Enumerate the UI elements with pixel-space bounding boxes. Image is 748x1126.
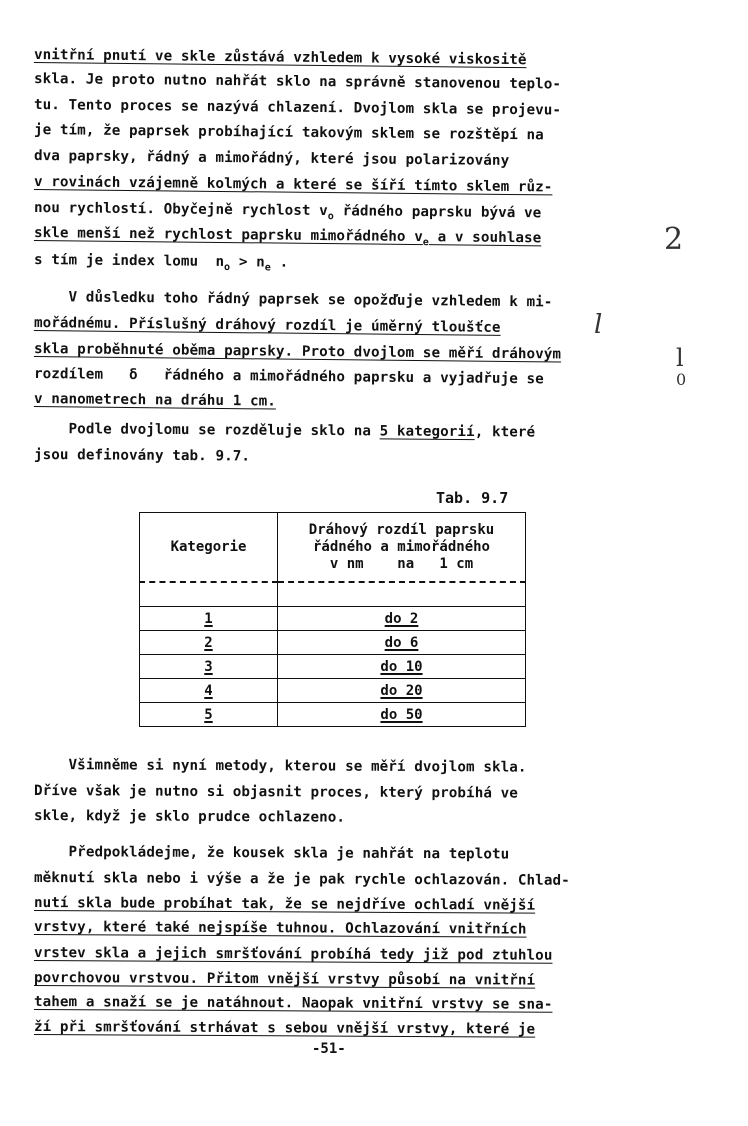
text-line: dva paprsky, řádný a mimořádný, které jsou polarizovány — [33, 148, 510, 169]
header-drahovy-rozdil — [278, 513, 526, 583]
text-line: V důsledku toho řádný paprsek se opožďuje vzhledem k mi- — [33, 289, 553, 311]
text-line: Všimněme si nyní metody, kterou se měří dvojlom skla. — [33, 757, 527, 776]
table-row — [140, 679, 526, 703]
cell-value: 5 — [204, 706, 213, 723]
text-line — [34, 251, 288, 278]
text-line: je tím, že paprsek probíhající takovým sklem se rozštěpí na — [33, 122, 544, 144]
cell-value: 3 — [204, 658, 213, 675]
table-row — [140, 631, 526, 655]
text-line: skle, když je sklo prudce ochlazeno. — [33, 808, 346, 826]
text-span: , které — [474, 424, 536, 441]
value-cell — [278, 703, 526, 727]
margin-note: l — [676, 344, 684, 372]
text-line: rozdílem δ řádného a mimořádného paprsku a vyjadřuje se — [33, 366, 544, 388]
value-cell — [278, 655, 526, 679]
table-caption: Tab. 9.7 — [436, 489, 509, 507]
margin-note: 2 — [664, 222, 684, 257]
text-line: povrchovou vrstvou. Přitom vnější vrstvy působí na vnitřní — [33, 970, 536, 989]
subscript-e: e — [264, 262, 271, 274]
table-row — [140, 655, 526, 679]
header-line: v nm na 1 cm — [329, 555, 474, 572]
text-span: a v souhlase — [428, 229, 542, 247]
header-line: Dráhový rozdíl paprsku — [308, 521, 495, 538]
text-line: vrstev skla a jejich smršťování probíhá tedy již pod ztuhlou — [33, 945, 553, 964]
text-span: s tím je index lomu n — [33, 252, 225, 270]
categories-link-text: 5 kategorií — [379, 423, 475, 441]
category-cell — [140, 631, 278, 655]
text-span: řádného paprsku bývá ve — [333, 203, 542, 222]
text-span: > n — [230, 254, 265, 271]
page-number: -51- — [312, 1041, 346, 1057]
subscript-o: o — [327, 211, 334, 223]
category-cell — [140, 703, 278, 727]
text-line — [34, 224, 542, 253]
category-cell — [140, 607, 278, 631]
text-line: vnitřní pnutí ve skle zůstává vzhledem k vysoké viskositě — [33, 47, 527, 69]
text-line — [34, 420, 535, 441]
text-line: v rovinách vzájemně kolmých a které se šíří tímto sklem růz- — [33, 174, 553, 196]
category-cell — [140, 655, 278, 679]
text-line: tahem a snaží se je natáhnout. Naopak vnitřní vrstvy se sna- — [33, 994, 553, 1013]
value-cell — [278, 631, 526, 655]
table-header-row — [140, 513, 526, 583]
text-line: tu. Tento proces se nazývá chlazení. Dvojlom skla se projevu- — [33, 97, 562, 119]
text-line: skla proběhnuté oběma paprsky. Proto dvojlom se měří dráhovým — [33, 341, 562, 363]
value-cell — [278, 607, 526, 631]
margin-note: l — [594, 310, 603, 340]
text-line: skla. Je proto nutno nahřát sklo na správně stanovenou teplo- — [33, 71, 562, 93]
text-span: nou rychlostí. Obyčejně rychlost v — [33, 200, 328, 220]
cell-value: 4 — [204, 682, 213, 699]
subscript-o: o — [224, 261, 231, 274]
cell-value: 2 — [204, 634, 213, 651]
text-line: v nanometrech na dráhu 1 cm. — [33, 391, 277, 410]
text-span: . — [270, 254, 289, 271]
cell-value: do 20 — [380, 682, 423, 699]
table-row — [140, 607, 526, 631]
text-line: měknutí skla nebo i výše a že je pak rychle ochlazován. Chlad- — [33, 870, 570, 889]
table-row — [140, 582, 526, 607]
cell-value: do 10 — [380, 658, 423, 675]
text-line: ží při smršťování strhávat s sebou vnější vrstvy, které je — [33, 1019, 536, 1038]
text-line: mořádnému. Příslušný dráhový rozdíl je úměrný tloušťce — [33, 315, 501, 336]
text-line: Předpokládejme, že kousek skla je nahřát na teplotu — [33, 844, 510, 863]
text-line: nutí skla bude probíhat tak, že se nejdříve ochladí vnější — [33, 895, 536, 914]
text-span: Podle dvojlomu se rozděluje sklo na — [33, 421, 380, 440]
text-line: vrstvy, které také nejspíše tuhnou. Ochlazování vnitřních — [33, 919, 527, 938]
header-kategorie: Kategorie — [140, 513, 278, 583]
header-line: řádného a mimořádného — [312, 538, 490, 555]
cell-value: do 50 — [380, 706, 423, 723]
category-cell — [140, 679, 278, 703]
subscript-e: e — [422, 237, 430, 249]
margin-note: 0 — [676, 370, 687, 389]
categories-table — [139, 512, 526, 727]
cell-value: do 2 — [384, 610, 419, 627]
cell-value: 1 — [204, 610, 213, 627]
table-row — [140, 703, 526, 727]
text-line: jsou definovány tab. 9.7. — [33, 447, 251, 465]
value-cell — [278, 679, 526, 703]
cell-value: do 6 — [384, 634, 419, 651]
text-line: Dříve však je nutno si objasnit proces, který probíhá ve — [33, 783, 518, 802]
text-span: skle menší než rychlost paprsku mimořádného v — [33, 225, 423, 246]
